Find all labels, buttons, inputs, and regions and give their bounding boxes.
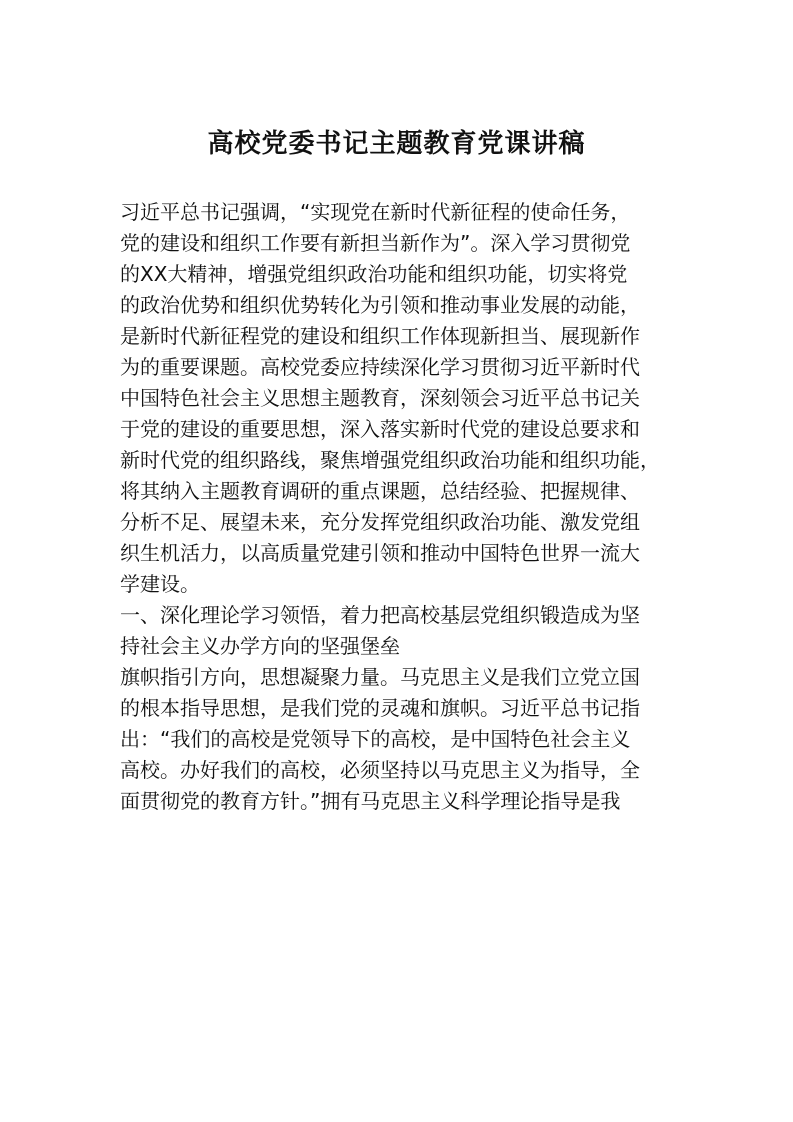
paragraph-line: 出：“我们的高校是党领导下的高校，是中国特色社会主义: [120, 727, 631, 751]
paragraph-line: 中国特色社会主义思想主题教育，深刻领会习近平总书记关: [120, 386, 640, 410]
paragraph-line: 面贯彻党的教育方针。”拥有马克思主义科学理论指导是我: [120, 789, 621, 813]
paragraph-line: 党的建设和组织工作要有新担当新作为”。深入学习贯彻党: [120, 231, 631, 255]
paragraph-line: 的政治优势和组织优势转化为引领和推动事业发展的动能，: [120, 293, 640, 317]
paragraph-line: 于党的建设的重要思想，深入落实新时代党的建设总要求和: [120, 417, 640, 441]
paragraph-line: 习近平总书记强调，“实现党在新时代新征程的使命任务，: [120, 200, 631, 224]
paragraph-line: 分析不足、展望未来，充分发挥党组织政治功能、激发党组: [120, 510, 640, 534]
paragraph-line: 的根本指导思想，是我们党的灵魂和旗帜。习近平总书记指: [120, 696, 640, 720]
document-body: [120, 197, 682, 817]
paragraph-line: 的XX大精神，增强党组织政治功能和组织功能，切实将党: [120, 262, 628, 286]
paragraph-line: 高校。办好我们的高校，必须坚持以马克思主义为指导，全: [120, 758, 640, 782]
paragraph-line: 学建设。: [120, 572, 200, 596]
paragraph-line: 旗帜指引方向，思想凝聚力量。马克思主义是我们立党立国: [120, 665, 640, 689]
document-title: 高校党委书记主题教育党课讲稿: [207, 129, 586, 159]
section-heading-line: 持社会主义办学方向的坚强堡垒: [120, 634, 400, 658]
paragraph-line: 为的重要课题。高校党委应持续深化学习贯彻习近平新时代: [120, 355, 640, 379]
paragraph-line: 织生机活力，以高质量党建引领和推动中国特色世界一流大: [120, 541, 640, 565]
section-heading-line: 一、深化理论学习领悟，着力把高校基层党组织锻造成为坚: [120, 603, 640, 627]
paragraph-line: 将其纳入主题教育调研的重点课题，总结经验、把握规律、: [120, 479, 640, 503]
paragraph-line: 是新时代新征程党的建设和组织工作体现新担当、展现新作: [120, 324, 640, 348]
paragraph-line: 新时代党的组织路线，聚焦增强党组织政治功能和组织功能，: [120, 448, 660, 472]
